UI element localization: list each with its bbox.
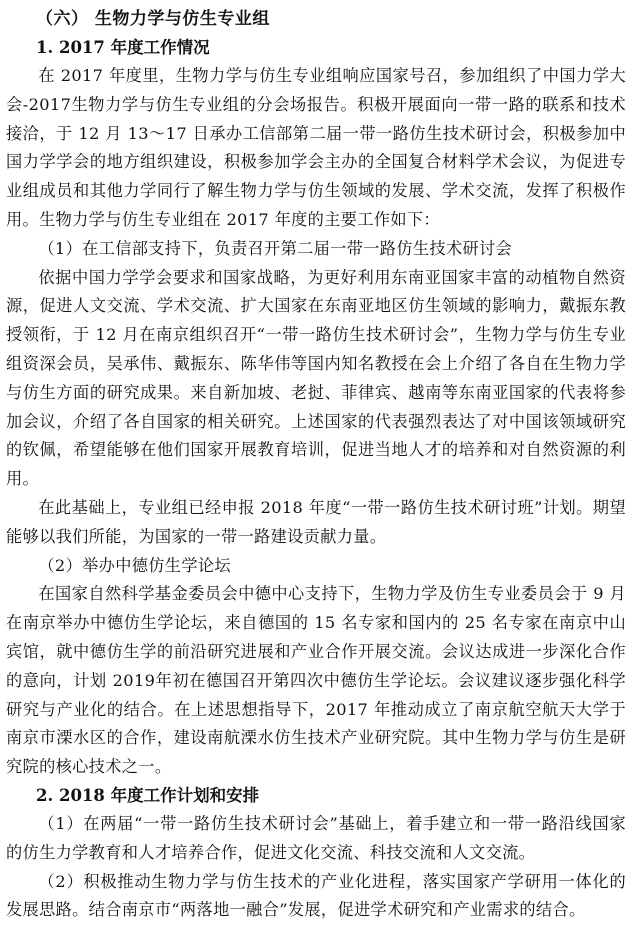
part2-plan-2: （2）积极推动生物力学与仿生技术的产业化进程，落实国家产学研用一体化的发展思路。结合南京市“两落地一融合”发展，促进学术研究和产业需求的结合。 xyxy=(6,871,626,920)
part2-plan-1: （1）在两届“一带一路仿生技术研讨会”基础上，着手建立和一带一路沿线国家的仿生力学教育和人才培养合作，促进文化交流、科技交流和人文交流。 xyxy=(6,813,626,862)
part1-item1-title: （1）在工信部支持下，负责召开第二届一带一路仿生技术研讨会 xyxy=(38,238,513,258)
part1-item1-paragraph-2: 在此基础上，专业组已经申报 2018 年度“一带一路仿生技术研讨班”计划。期望能够以我们所能，为国家的一带一路建设贡献力量。 xyxy=(6,497,626,546)
part1-heading: 1. 2017 年度工作情况 xyxy=(36,38,210,57)
part1-item2-paragraph: 在国家自然科学基金委员会中德中心支持下，生物力学及仿生专业委员会于 9 月在南京举办中德仿生学论坛，来自德国的 15 名专家和国内的 25 名专家在南京中山宾馆，就中德仿生学的前沿研究进展和产业合作开展交流。会议达成进一步深化合作的意向，计划 2019年初在德国召开第四次中德仿生学论坛。会议建议逐步强化科学研究与产业化的结合。在上述思想指导下，2017 年推动成立了南京航空航天大学于南京市溧水区的合作，建设南航溧水仿生技术产业研究院。其中生物力学与仿生是研究院的核心技术之一。 xyxy=(6,584,626,777)
part1-item2-title: （2）举办中德仿生学论坛 xyxy=(38,555,231,575)
part1-item1-paragraph-1: 依据中国力学学会要求和国家战略，为更好利用东南亚国家丰富的动植物自然资源，促进人文交流、学术交流、扩大国家在东南亚地区仿生领域的影响力，戴振东教授领衔，于 12 月在南京组织召开“一带一路仿生技术研讨会”，生物力学与仿生专业组资深会员，吴承伟、戴振东、陈华伟等国内知名教授在会上介绍了各自在生物力学与仿生方面的研究成果。来自新加坡、老挝、菲律宾、越南等东南亚国家的代表将参加会议，介绍了各自国家的相关研究。上述国家的代表强烈表达了对中国该领域研究的钦佩，希望能够在他们国家开展教育培训，促进当地人才的培养和对自然资源的利用。 xyxy=(6,267,626,489)
part1-intro-paragraph: 在 2017 年度里，生物力学与仿生专业组响应国家号召，参加组织了中国力学大会-2017生物力学与仿生专业组的分会场报告。积极开展面向一带一路的联系和技术接洽，于 12 月 13～17 日承办工信部第二届一带一路仿生技术研讨会，积极参加中国力学学会的地方组织建设，积极参加学会主办的全国复合材料学术会议，为促进专业组成员和其他力学同行了解生物力学与仿生领域的发展、学术交流，发挥了积极作用。生物力学与仿生专业组在 2017 年度的主要工作如下： xyxy=(6,66,626,229)
section-title: （六） 生物力学与仿生专业组 xyxy=(36,9,270,29)
part2-heading: 2. 2018 年度工作计划和安排 xyxy=(36,785,260,805)
